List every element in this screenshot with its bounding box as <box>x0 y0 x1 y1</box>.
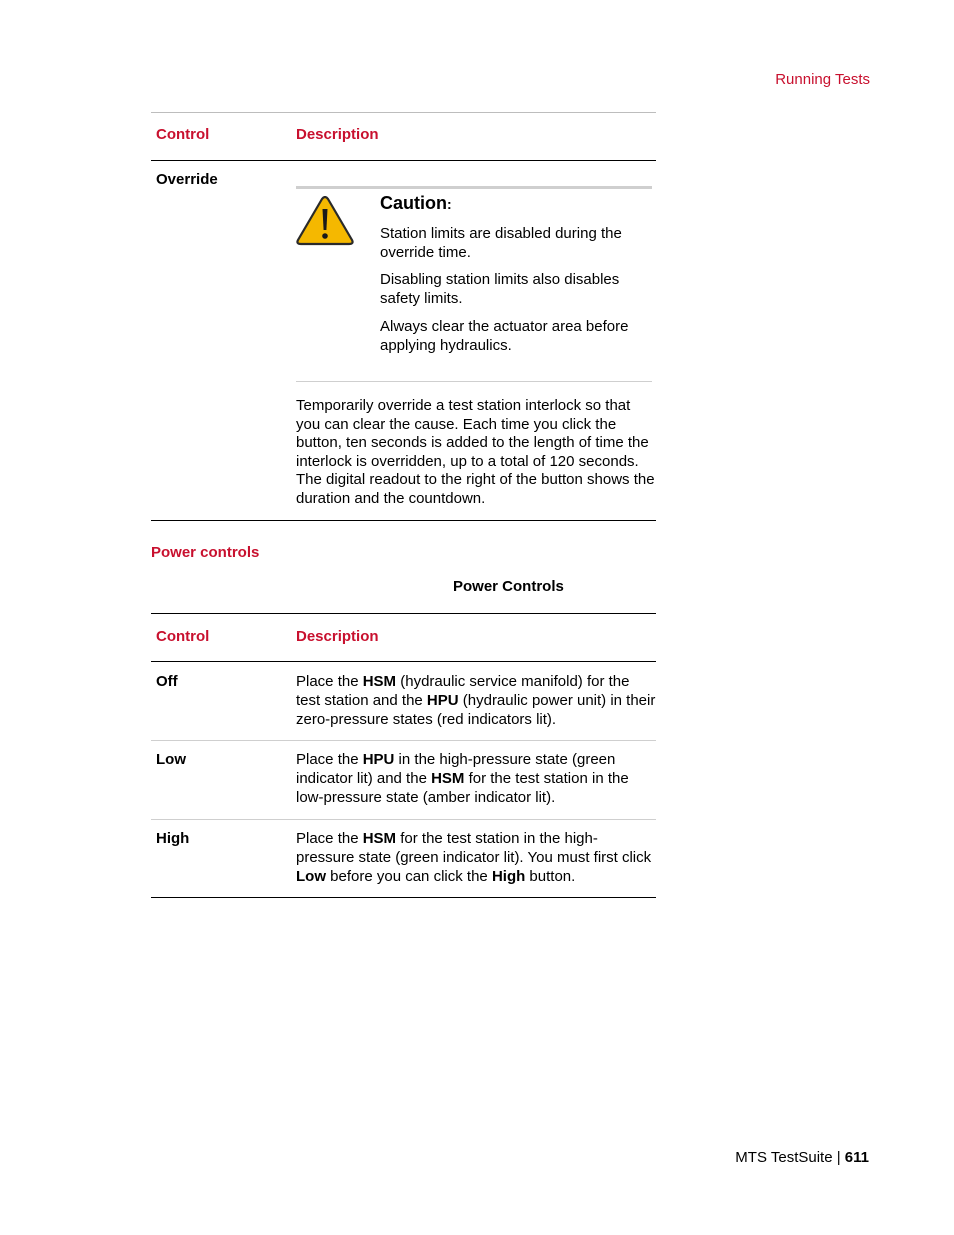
row-description <box>296 673 656 729</box>
page-footer <box>735 1149 869 1166</box>
header-rule <box>151 661 656 662</box>
override-description: Temporarily override a test station interlock so that you can clear the cause. Each time you click the button, ten seconds is added to the length of time the interlock is overridden, up to a total of 120 seconds. The digital readout to the right of the button shows the duration and the countdown. <box>296 397 655 507</box>
desc-text: for the test station in the low-pressure state (amber indicator lit). <box>296 769 629 806</box>
desc-text: (hydraulic power unit) in their zero-pressure states (red indicators lit). <box>296 691 656 728</box>
caution-paragraph: Station limits are disabled during the override time. <box>380 225 622 261</box>
desc-bold: Low <box>296 867 326 885</box>
table-top-rule <box>151 613 656 614</box>
desc-bold: HSM <box>431 769 465 787</box>
control-override: Override <box>156 171 218 188</box>
table-top-rule <box>151 112 656 113</box>
column-header-description: Description <box>296 628 379 645</box>
caution-title <box>380 193 452 214</box>
caution-callout <box>296 186 652 382</box>
desc-text: for the test station in the high-pressure state (green indicator lit). You must first click <box>296 830 652 866</box>
caution-title-text: Caution <box>380 193 447 213</box>
header-rule <box>151 160 656 161</box>
desc-text: Place the <box>296 751 363 768</box>
caution-paragraph: Disabling station limits also disables safety limits. <box>380 271 620 307</box>
caution-title-colon: : <box>447 196 452 212</box>
section-heading-power-controls: Power controls <box>151 544 260 561</box>
table-bottom-rule <box>151 520 656 521</box>
running-header: Running Tests <box>775 71 870 88</box>
page-number: 611 <box>844 1149 869 1166</box>
table-row <box>151 673 656 733</box>
table-caption: Power Controls <box>453 578 564 595</box>
caution-paragraph: Always clear the actuator area before applying hydraulics. <box>380 318 629 354</box>
row-description <box>296 830 656 886</box>
desc-text: (hydraulic service manifold) for the test station and the <box>296 673 630 709</box>
desc-bold: HPU <box>426 691 459 709</box>
column-header-description: Description <box>296 126 379 143</box>
row-divider <box>151 819 656 820</box>
footer-separator: | <box>832 1149 845 1166</box>
control-high: High <box>156 830 190 847</box>
caution-bottom-rule <box>296 381 652 382</box>
row-divider <box>151 740 656 741</box>
table-row <box>151 830 656 890</box>
warning-triangle-icon <box>296 196 354 246</box>
table-bottom-rule <box>151 897 656 898</box>
desc-bold: HSM <box>362 673 397 690</box>
control-low: Low <box>156 751 186 768</box>
column-header-control: Control <box>156 628 210 645</box>
control-off: Off <box>156 673 178 690</box>
desc-text: Place the <box>296 830 363 847</box>
desc-bold: High <box>491 867 526 885</box>
table-row <box>151 751 656 811</box>
footer-product: MTS TestSuite <box>735 1149 833 1166</box>
desc-text: button. <box>525 867 576 885</box>
row-description <box>296 751 656 807</box>
desc-text: Place the <box>296 673 363 690</box>
desc-text: before you can click the <box>326 867 492 885</box>
desc-bold: HSM <box>362 830 397 847</box>
column-header-control: Control <box>156 126 210 143</box>
desc-text: in the high-pressure state (green indicator lit) and the <box>296 751 616 787</box>
desc-bold: HPU <box>362 751 395 768</box>
caution-top-rule <box>296 186 652 189</box>
